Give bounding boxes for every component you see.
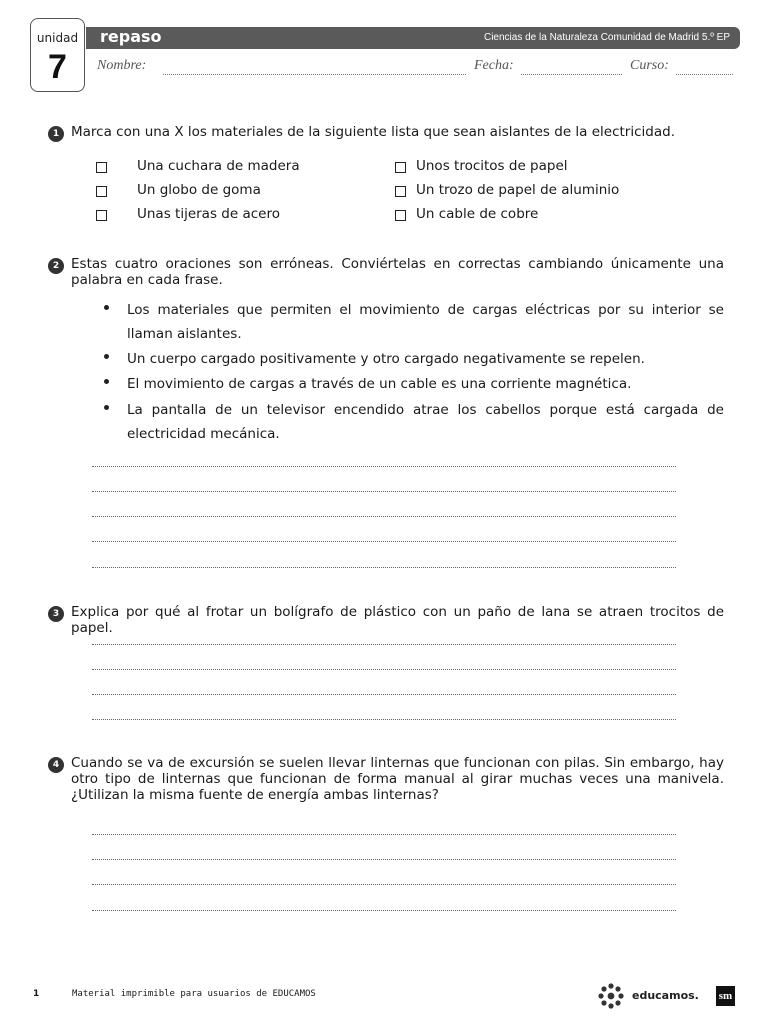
question-text: Cuando se va de excursión se suelen llevar linternas que funcionan con pilas. Sin embargo, hay otro tipo de linternas que funcionan de forma manual al girar muchas veces una manivela. ¿Utilizan la misma fuente de energía ambas linternas? (71, 755, 724, 803)
statement-text: Los materiales que permiten el movimiento de cargas eléctricas por su interior se llaman aislantes. (127, 302, 724, 342)
question-number: 3 (48, 606, 64, 622)
checkbox-rubber-balloon[interactable] (96, 186, 107, 197)
checkbox-aluminium-foil[interactable] (395, 186, 406, 197)
statement-text: Un cuerpo cargado positivamente y otro cargado negativamente se repelen. (127, 351, 645, 367)
educamos-logo-icon (597, 982, 625, 1010)
unit-badge (30, 18, 85, 92)
question-3 (48, 604, 724, 636)
bullet-icon (104, 405, 109, 410)
question-number: 2 (48, 258, 64, 274)
answer-line[interactable] (92, 884, 676, 885)
option-label: Unas tijeras de acero (137, 206, 280, 222)
option-label: Una cuchara de madera (137, 158, 300, 174)
answer-line[interactable] (92, 567, 676, 568)
question-number: 4 (48, 757, 64, 773)
question-text: Marca con una X los materiales de la siguiente lista que sean aislantes de la electricidad. (71, 124, 675, 140)
checkbox-wood-spoon[interactable] (96, 162, 107, 173)
question-2 (48, 256, 724, 288)
checkbox-paper-bits[interactable] (395, 162, 406, 173)
answer-line[interactable] (92, 541, 676, 542)
statement-text: El movimiento de cargas a través de un cable es una corriente magnética. (127, 376, 632, 392)
answer-line[interactable] (92, 910, 676, 911)
name-label: Nombre: (97, 58, 147, 73)
option-label: Un globo de goma (137, 182, 261, 198)
unit-number: 7 (48, 48, 67, 86)
answer-line[interactable] (92, 516, 676, 517)
answer-line[interactable] (92, 719, 676, 720)
question-4 (48, 755, 724, 803)
answer-line[interactable] (92, 834, 676, 835)
sm-logo: sm (716, 986, 735, 1006)
list-item (104, 298, 724, 346)
answer-line[interactable] (92, 694, 676, 695)
option-label: Un cable de cobre (416, 206, 539, 222)
option-label: Un trozo de papel de aluminio (416, 182, 620, 198)
date-label: Fecha: (474, 58, 514, 73)
answer-line[interactable] (92, 859, 676, 860)
question-1 (48, 124, 724, 140)
footer-note: Material imprimible para usuarios de EDUCAMOS (72, 989, 316, 999)
checkbox-copper-cable[interactable] (395, 210, 406, 221)
question-text: Explica por qué al frotar un bolígrafo de plástico con un paño de lana se atraen trocitos de papel. (71, 604, 724, 636)
option-label: Unos trocitos de papel (416, 158, 568, 174)
checkbox-steel-scissors[interactable] (96, 210, 107, 221)
answer-line[interactable] (92, 644, 676, 645)
bullet-icon (104, 354, 109, 359)
course-label: Curso: (630, 58, 669, 73)
bullet-icon (104, 379, 109, 384)
unit-label: unidad (36, 31, 79, 45)
header-banner (86, 27, 740, 49)
list-item (104, 372, 724, 396)
page-subtitle: Ciencias de la Naturaleza Comunidad de Madrid 5.º EP (483, 32, 730, 43)
statement-text: La pantalla de un televisor encendido atrae los cabellos porque está cargada de electricidad mecánica. (127, 402, 724, 442)
date-field[interactable] (521, 74, 622, 75)
list-item (104, 347, 724, 371)
bullet-icon (104, 305, 109, 310)
page-number: 1 (33, 989, 40, 999)
answer-line[interactable] (92, 466, 676, 467)
list-item (104, 398, 724, 446)
answer-line[interactable] (92, 491, 676, 492)
educamos-logo-text: educamos. (632, 989, 699, 1002)
course-field[interactable] (676, 74, 733, 75)
answer-line[interactable] (92, 669, 676, 670)
name-field[interactable] (163, 74, 466, 75)
page-title: repaso (100, 27, 162, 46)
question-number: 1 (48, 126, 64, 142)
question-text: Estas cuatro oraciones son erróneas. Conviértelas en correctas cambiando únicamente una palabra en cada frase. (71, 256, 724, 288)
